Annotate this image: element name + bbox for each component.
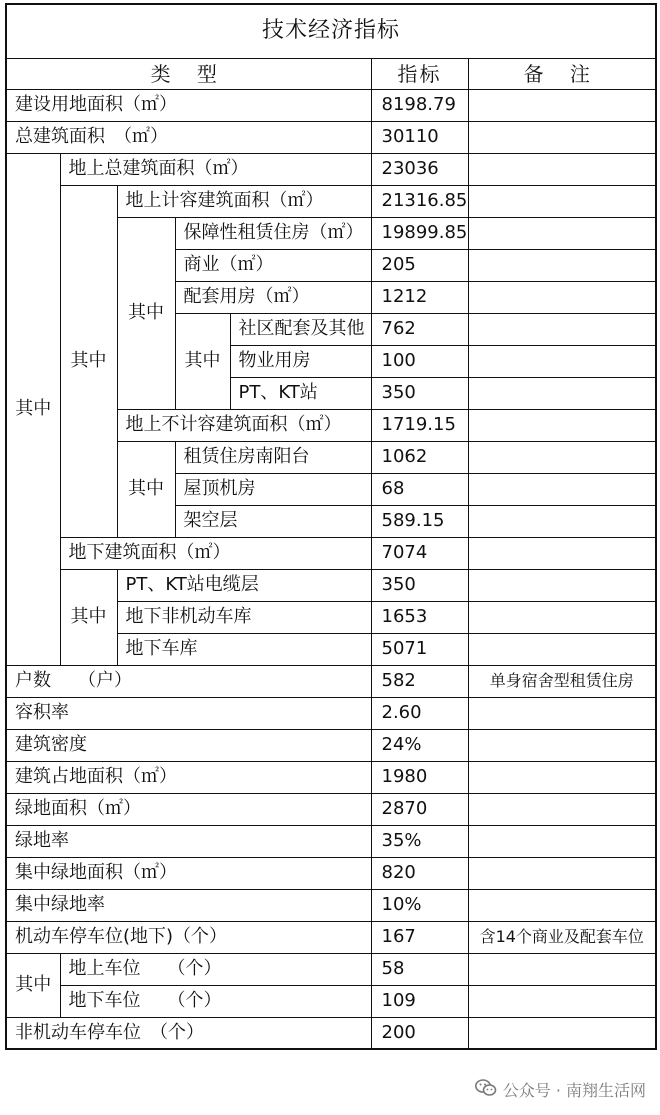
group-label-above-ground: 其中 bbox=[60, 185, 117, 537]
table-row bbox=[6, 537, 656, 569]
row-label: 地下建筑面积（㎡） bbox=[60, 537, 371, 569]
group-label-underground: 其中 bbox=[60, 569, 117, 665]
row-value: 10% bbox=[371, 889, 468, 921]
row-label: 架空层 bbox=[175, 505, 371, 537]
row-label: 建筑密度 bbox=[6, 729, 371, 761]
row-note bbox=[468, 1017, 656, 1049]
table-row bbox=[6, 857, 656, 889]
row-note bbox=[468, 697, 656, 729]
row-value: 582 bbox=[371, 665, 468, 697]
row-label: 总建筑面积 （㎡） bbox=[6, 121, 371, 153]
table-row bbox=[6, 921, 656, 953]
row-value: 1980 bbox=[371, 761, 468, 793]
row-value: 167 bbox=[371, 921, 468, 953]
table-row bbox=[6, 89, 656, 121]
row-note bbox=[468, 153, 656, 185]
table-row bbox=[6, 697, 656, 729]
row-value: 5071 bbox=[371, 633, 468, 665]
table-row bbox=[6, 953, 656, 985]
table-row bbox=[6, 121, 656, 153]
row-value: 350 bbox=[371, 377, 468, 409]
row-note bbox=[468, 281, 656, 313]
row-label: 商业（㎡） bbox=[175, 249, 371, 281]
row-label: 租赁住房南阳台 bbox=[175, 441, 371, 473]
header-indicator: 指标 bbox=[371, 58, 468, 89]
row-label: 建筑占地面积（㎡） bbox=[6, 761, 371, 793]
row-label: 绿地面积（㎡） bbox=[6, 793, 371, 825]
row-note bbox=[468, 249, 656, 281]
row-label: 保障性租赁住房（㎡） bbox=[175, 217, 371, 249]
row-note bbox=[468, 857, 656, 889]
row-label: 地上总建筑面积（㎡） bbox=[60, 153, 371, 185]
row-label: 地下车位 （个） bbox=[60, 985, 371, 1017]
table-title: 技术经济指标 bbox=[6, 4, 656, 58]
table-row bbox=[6, 889, 656, 921]
row-note bbox=[468, 537, 656, 569]
row-value: 35% bbox=[371, 825, 468, 857]
row-label: 地上车位 （个） bbox=[60, 953, 371, 985]
row-label: 地上不计容建筑面积（㎡） bbox=[117, 409, 371, 441]
row-note bbox=[468, 569, 656, 601]
row-note: 单身宿舍型租赁住房 bbox=[468, 665, 656, 697]
wechat-icon bbox=[475, 1079, 503, 1101]
row-note: 含14个商业及配套车位 bbox=[468, 921, 656, 953]
row-note bbox=[468, 345, 656, 377]
row-label: 物业用房 bbox=[230, 345, 371, 377]
table-row bbox=[6, 1017, 656, 1049]
row-label: 地下车库 bbox=[117, 633, 371, 665]
row-note bbox=[468, 441, 656, 473]
group-label-above-below: 其中 bbox=[6, 153, 60, 665]
row-value: 1062 bbox=[371, 441, 468, 473]
row-label: 户数 （户） bbox=[6, 665, 371, 697]
row-value: 58 bbox=[371, 953, 468, 985]
table-row bbox=[6, 185, 656, 217]
row-note bbox=[468, 729, 656, 761]
row-note bbox=[468, 601, 656, 633]
row-value: 68 bbox=[371, 473, 468, 505]
group-label-parking: 其中 bbox=[6, 953, 60, 1017]
row-note bbox=[468, 825, 656, 857]
row-value: 762 bbox=[371, 313, 468, 345]
row-value: 24% bbox=[371, 729, 468, 761]
row-note bbox=[468, 89, 656, 121]
row-value: 19899.85 bbox=[371, 217, 468, 249]
row-label: 建设用地面积（㎡） bbox=[6, 89, 371, 121]
row-value: 1719.15 bbox=[371, 409, 468, 441]
row-value: 23036 bbox=[371, 153, 468, 185]
row-value: 30110 bbox=[371, 121, 468, 153]
row-value: 100 bbox=[371, 345, 468, 377]
row-label: 非机动车停车位 （个） bbox=[6, 1017, 371, 1049]
table-row bbox=[6, 793, 656, 825]
watermark bbox=[475, 1078, 646, 1101]
row-value: 1653 bbox=[371, 601, 468, 633]
row-value: 820 bbox=[371, 857, 468, 889]
row-value: 200 bbox=[371, 1017, 468, 1049]
group-label-counted: 其中 bbox=[117, 217, 175, 409]
row-note bbox=[468, 889, 656, 921]
row-label: 机动车停车位(地下)（个） bbox=[6, 921, 371, 953]
row-value: 589.15 bbox=[371, 505, 468, 537]
table-row bbox=[6, 985, 656, 1017]
row-label: 屋顶机房 bbox=[175, 473, 371, 505]
row-note bbox=[468, 377, 656, 409]
row-note bbox=[468, 985, 656, 1017]
row-value: 8198.79 bbox=[371, 89, 468, 121]
row-value: 109 bbox=[371, 985, 468, 1017]
row-label: 集中绿地面积（㎡） bbox=[6, 857, 371, 889]
row-note bbox=[468, 953, 656, 985]
row-label: 地下非机动车库 bbox=[117, 601, 371, 633]
indicator-table bbox=[5, 3, 657, 1050]
table-row bbox=[6, 825, 656, 857]
row-value: 1212 bbox=[371, 281, 468, 313]
row-note bbox=[468, 121, 656, 153]
row-note bbox=[468, 313, 656, 345]
row-label: 集中绿地率 bbox=[6, 889, 371, 921]
table-row bbox=[6, 569, 656, 601]
row-note bbox=[468, 633, 656, 665]
row-label: 容积率 bbox=[6, 697, 371, 729]
group-label-supporting: 其中 bbox=[175, 313, 230, 409]
row-value: 7074 bbox=[371, 537, 468, 569]
row-label: 配套用房（㎡） bbox=[175, 281, 371, 313]
row-value: 21316.85 bbox=[371, 185, 468, 217]
row-note bbox=[468, 761, 656, 793]
row-label: 社区配套及其他 bbox=[230, 313, 371, 345]
row-label: 地上计容建筑面积（㎡） bbox=[117, 185, 371, 217]
row-value: 350 bbox=[371, 569, 468, 601]
row-note bbox=[468, 473, 656, 505]
row-label: PT、KT站电缆层 bbox=[117, 569, 371, 601]
row-value: 2.60 bbox=[371, 697, 468, 729]
row-label: PT、KT站 bbox=[230, 377, 371, 409]
row-note bbox=[468, 793, 656, 825]
header-note: 备 注 bbox=[468, 58, 656, 89]
row-note bbox=[468, 185, 656, 217]
row-label: 绿地率 bbox=[6, 825, 371, 857]
table-row bbox=[6, 761, 656, 793]
row-note bbox=[468, 505, 656, 537]
header-type: 类 型 bbox=[6, 58, 371, 89]
table-row bbox=[6, 729, 656, 761]
row-value: 205 bbox=[371, 249, 468, 281]
row-note bbox=[468, 217, 656, 249]
row-value: 2870 bbox=[371, 793, 468, 825]
table-row bbox=[6, 153, 656, 185]
watermark-text: 公众号 · 南翔生活网 bbox=[502, 1081, 646, 1100]
row-note bbox=[468, 409, 656, 441]
group-label-uncounted: 其中 bbox=[117, 441, 175, 537]
table-row bbox=[6, 665, 656, 697]
